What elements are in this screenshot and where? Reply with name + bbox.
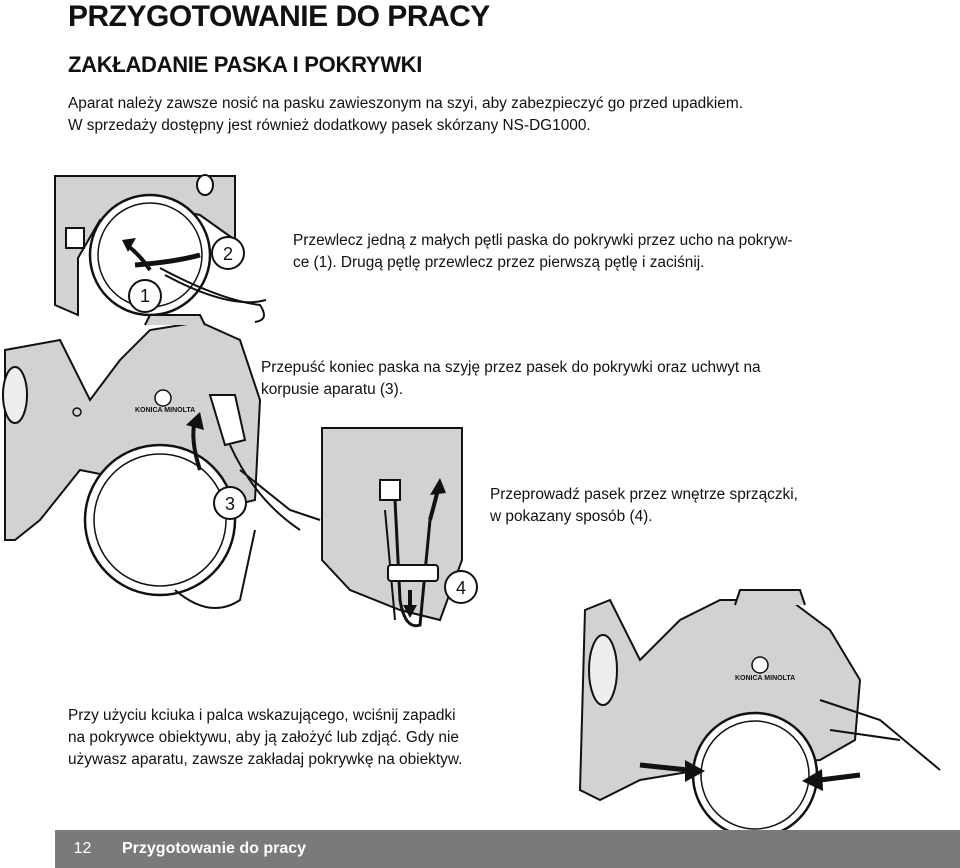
- page-number: 12: [73, 840, 92, 857]
- brand-logo-text: KONICA MINOLTA: [735, 675, 796, 682]
- callout-3: 3: [224, 494, 236, 514]
- intro-line: W sprzedaży dostępny jest również dodatkowy pasek skórzany NS-DG1000.: [68, 117, 591, 134]
- brand-logo-text: KONICA MINOLTA: [135, 407, 196, 414]
- page-title: PRZYGOTOWANIE DO PRACY: [68, 0, 490, 33]
- figure-cap-attach-illustration: [580, 590, 940, 830]
- step2-paragraph: [261, 357, 881, 401]
- step4-line: Przy użyciu kciuka i palca wskazującego, wciśnij zapadki: [68, 707, 456, 724]
- step1-paragraph: [293, 230, 903, 274]
- step3-line: Przeprowadź pasek przez wnętrze sprzączki,: [490, 486, 798, 503]
- step4-line: używasz aparatu, zawsze zakładaj pokrywkę na obiektyw.: [68, 751, 463, 768]
- step1-line: ce (1). Drugą pętlę przewlecz przez pierwszą pętlę i zaciśnij.: [293, 254, 705, 271]
- step2-line: Przepuść koniec paska na szyję przez pasek do pokrywki oraz uchwyt na: [261, 359, 761, 376]
- section-title: ZAKŁADANIE PASKA I POKRYWKI: [68, 52, 423, 77]
- callout-2: 2: [222, 244, 234, 264]
- page-footer: [55, 830, 960, 868]
- figure-cap-loop-illustration: [55, 175, 266, 322]
- footer-section-label: Przygotowanie do pracy: [122, 840, 307, 857]
- step3-line: w pokazany sposób (4).: [490, 508, 653, 525]
- callout-4: 4: [455, 578, 467, 598]
- step4-line: na pokrywce obiektywu, aby ją założyć lub zdjąć. Gdy nie: [68, 729, 459, 746]
- intro-line: Aparat należy zawsze nosić na pasku zawieszonym na szyi, aby zabezpieczyć go przed upadkiem.: [68, 95, 743, 112]
- step2-line: korpusie aparatu (3).: [261, 381, 404, 398]
- step1-line: Przewlecz jedną z małych pętli paska do pokrywki przez ucho na pokryw-: [293, 232, 793, 249]
- step3-paragraph: [490, 484, 890, 528]
- figure-buckle-illustration: [322, 428, 477, 626]
- step4-paragraph: [68, 705, 558, 771]
- callout-1: 1: [139, 286, 151, 306]
